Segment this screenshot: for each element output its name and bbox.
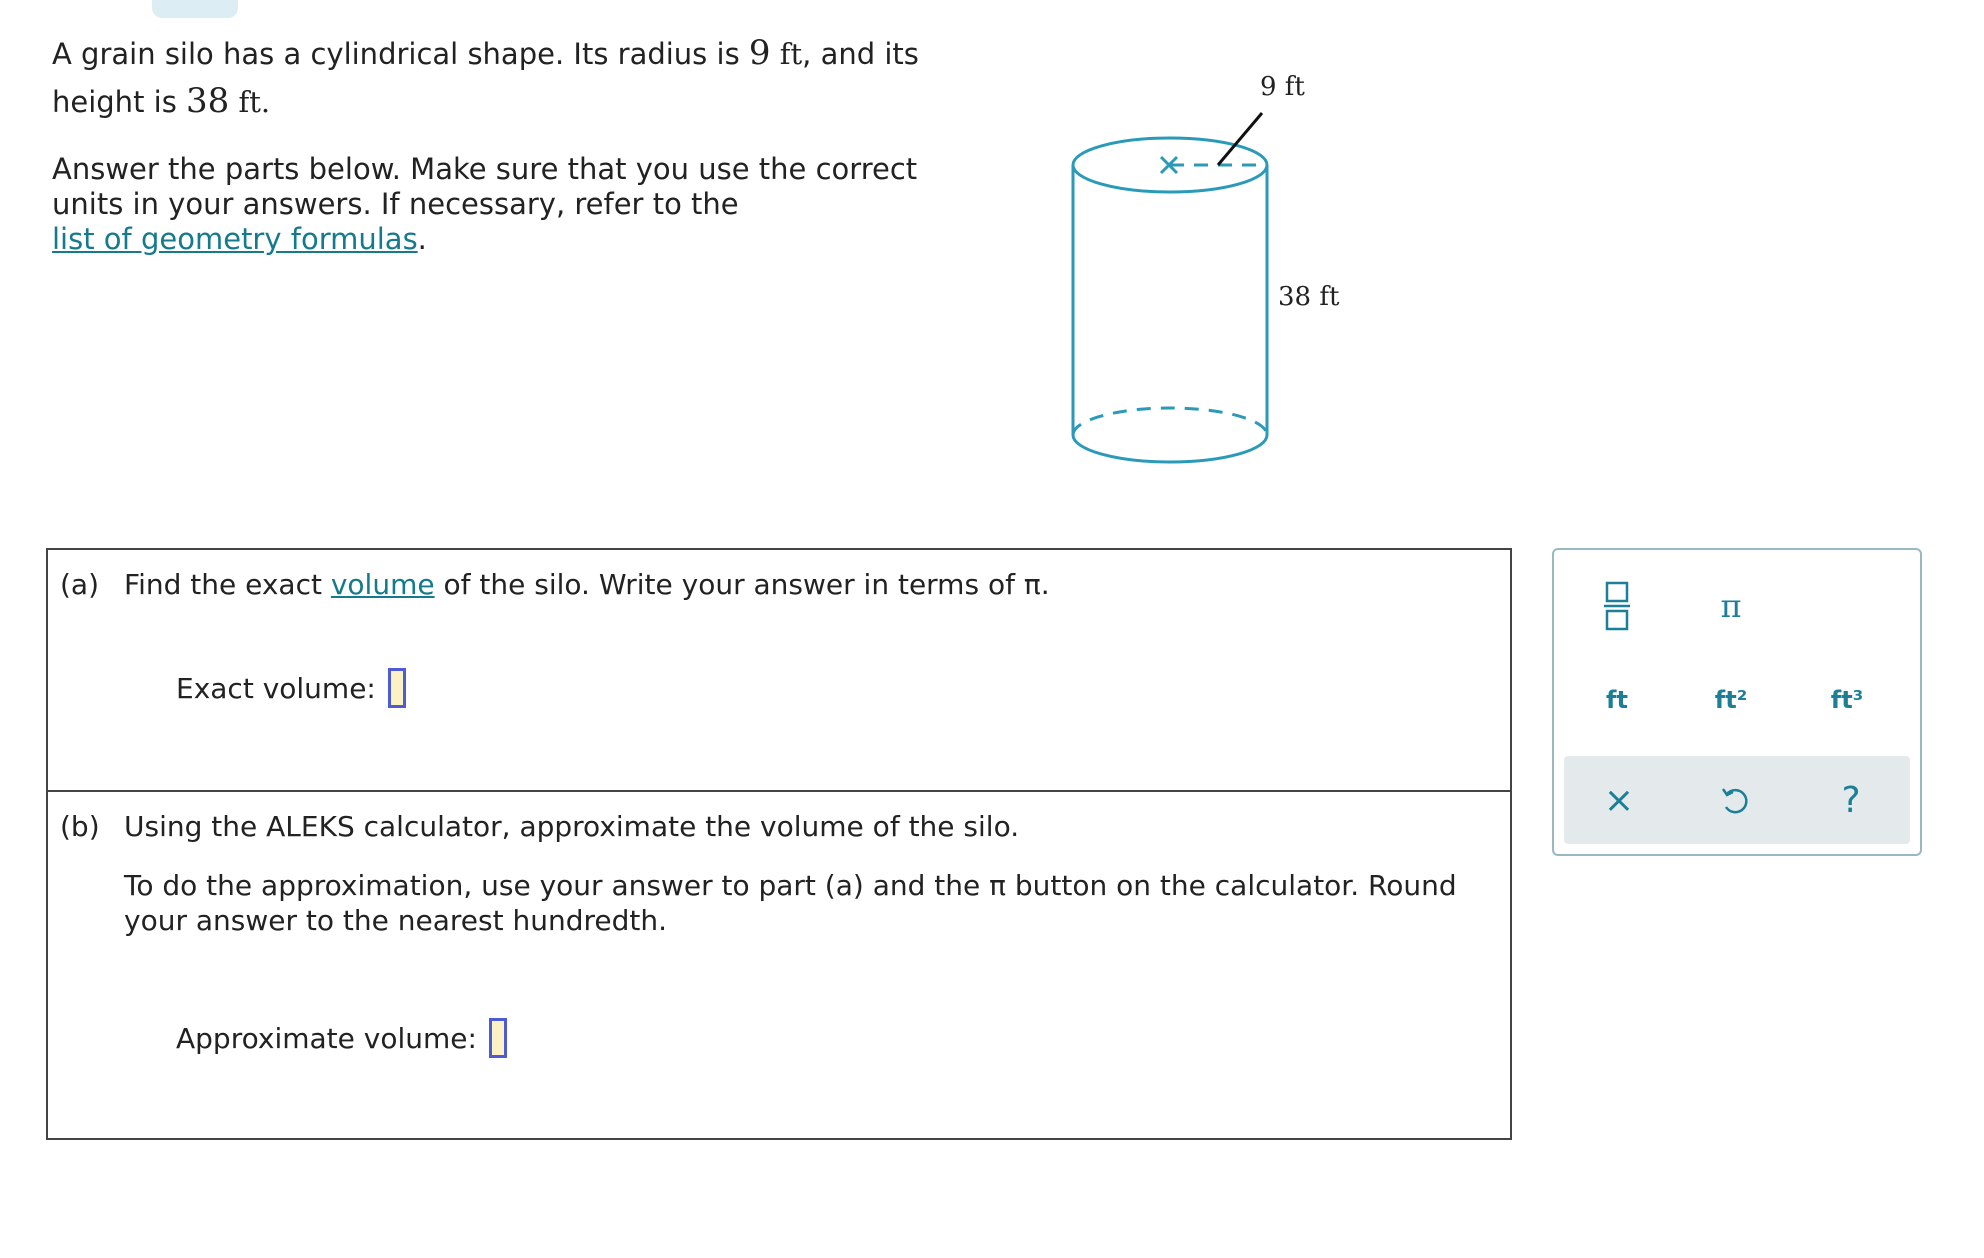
- height-label: 38 ft: [1278, 282, 1340, 312]
- exact-volume-input[interactable]: [388, 668, 406, 708]
- height-value: 38: [186, 81, 230, 121]
- fraction-button[interactable]: [1562, 576, 1672, 636]
- exact-volume-label: Exact volume:: [176, 671, 376, 705]
- problem-line-1: [52, 30, 952, 78]
- question-text: Using the ALEKS calculator, approximate the volume of the silo.: [124, 810, 1020, 843]
- radius-pointer: [1218, 113, 1262, 165]
- undo-button[interactable]: [1680, 770, 1790, 830]
- problem-statement: [52, 30, 952, 126]
- radius-value: 9: [748, 33, 771, 73]
- problem-line-2: [52, 78, 952, 126]
- cylinder-diagram: [1050, 60, 1370, 480]
- cylinder-bottom-front: [1073, 435, 1267, 462]
- period: .: [417, 222, 427, 256]
- part-b: [46, 790, 1512, 1140]
- part-a-letter: (a): [60, 568, 100, 601]
- part-b-question: [60, 810, 1019, 843]
- radius-unit: ft: [770, 37, 803, 71]
- problem-text: , and its: [802, 37, 919, 71]
- help-button[interactable]: ?: [1841, 779, 1861, 821]
- problem-text: .: [260, 85, 271, 119]
- ft-button[interactable]: ft: [1606, 686, 1628, 714]
- question-text: Find the exact: [124, 568, 331, 601]
- undo-icon: [1718, 783, 1752, 817]
- part-a-question: [60, 568, 1050, 601]
- volume-link[interactable]: volume: [330, 568, 435, 601]
- clear-button[interactable]: ×: [1603, 779, 1635, 821]
- geometry-formulas-link[interactable]: list of geometry formulas: [52, 222, 418, 256]
- keypad-action-row: [1564, 756, 1910, 844]
- detail-line-2: your answer to the nearest hundredth.: [124, 904, 668, 937]
- fraction-icon: [1604, 580, 1630, 632]
- instructions-line-2: units in your answers. If necessary, refer to the: [52, 187, 739, 221]
- question-text: of the silo. Write your answer in terms of π.: [434, 568, 1050, 601]
- part-b-letter: (b): [60, 810, 100, 843]
- ft-cubed-button[interactable]: ft³: [1830, 686, 1864, 714]
- problem-text: height is: [52, 85, 187, 119]
- cylinder-bottom-back: [1073, 408, 1267, 435]
- problem-text: A grain silo has a cylindrical shape. Its radius is: [52, 37, 749, 71]
- cylinder-figure: [1050, 60, 1370, 480]
- radius-label: 9 ft: [1260, 72, 1305, 102]
- exact-volume-row: [176, 668, 406, 708]
- approx-volume-row: [176, 1018, 507, 1058]
- part-a: [46, 548, 1512, 792]
- detail-line-1: To do the approximation, use your answer to part (a) and the π button on the calculator. Round: [124, 869, 1457, 902]
- instructions-line-1: Answer the parts below. Make sure that you use the correct: [52, 152, 918, 186]
- instructions: [52, 152, 952, 257]
- pi-button[interactable]: π: [1720, 587, 1742, 625]
- approx-volume-input[interactable]: [489, 1018, 507, 1058]
- ft-squared-button[interactable]: ft²: [1714, 686, 1748, 714]
- top-tab[interactable]: [152, 0, 238, 18]
- approx-volume-label: Approximate volume:: [176, 1021, 477, 1055]
- answer-keypad: [1552, 548, 1922, 856]
- height-unit: ft: [229, 85, 261, 119]
- part-b-detail: [124, 868, 1504, 938]
